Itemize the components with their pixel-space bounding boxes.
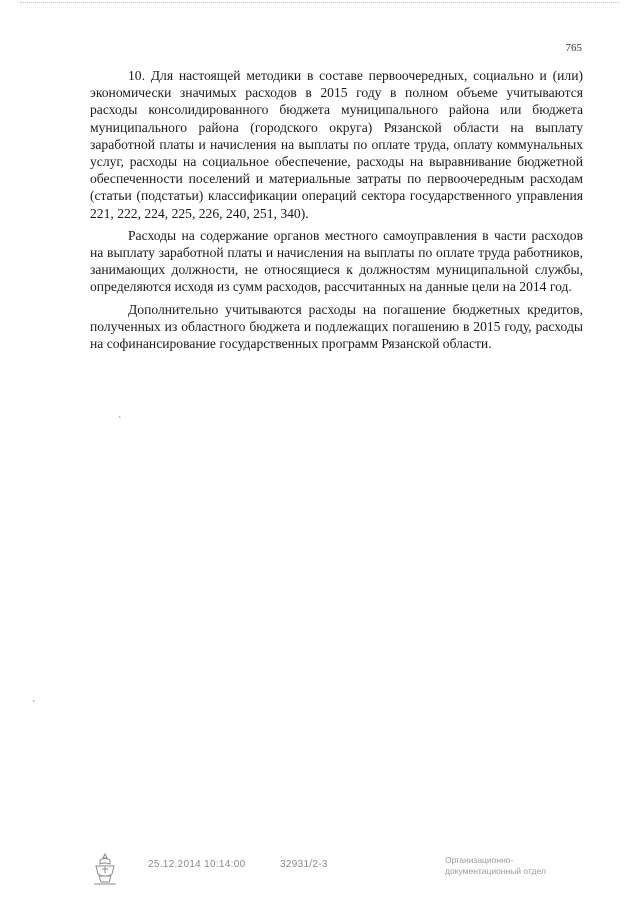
paragraph-3: Дополнительно учитываются расходы на погашение бюджетных кредитов, полученных из областного бюджета и подлежащих погашению в 2015 году, расходы на софинансирование государственных программ Рязанской области. [90, 301, 583, 352]
stamp-timestamp: 25.12.2014 10:14:00 [148, 859, 246, 870]
coat-of-arms-icon [90, 852, 120, 888]
scan-speck: ˋ [118, 416, 122, 427]
stamp-department [445, 855, 546, 877]
paragraph-1: 10. Для настоящей методики в составе первоочередных, социально и (или) экономически значимых расходов в 2015 году в полном объеме учитываются расходы консолидированного бюджета муниципального района или бюджета муниципального района (городского округа) Рязанской области на выплату заработной платы и начисления на выплаты по оплате труда, оплату коммунальных услуг, расходы на социальное обеспечение, расходы на выравнивание бюджетной обеспеченности поселений и материальные затраты по первоочередным расходам (статьи (подстатьи) классификации операций сектора государственного управления 221, 222, 224, 225, 226, 240, 251, 340). [90, 68, 583, 221]
document-body [90, 67, 583, 357]
paragraph-2: Расходы на содержание органов местного самоуправления в части расходов на выплату заработной платы и начисления на выплаты по оплате труда работников, занимающих должности, не относящиеся к должностям муниципальной службы, определяются исходя из сумм расходов, рассчитанных на данные цели на 2014 год. [90, 227, 583, 295]
stamp-document-number: 32931/2-3 [280, 859, 328, 870]
stamp-department-line-1: Организационно- [445, 855, 514, 865]
document-footer [90, 849, 590, 889]
scan-speck: ˋ [32, 700, 36, 711]
stamp-department-line-2: документационный отдел [445, 866, 546, 876]
page-number: 765 [565, 42, 582, 54]
scan-noise [20, 2, 620, 11]
